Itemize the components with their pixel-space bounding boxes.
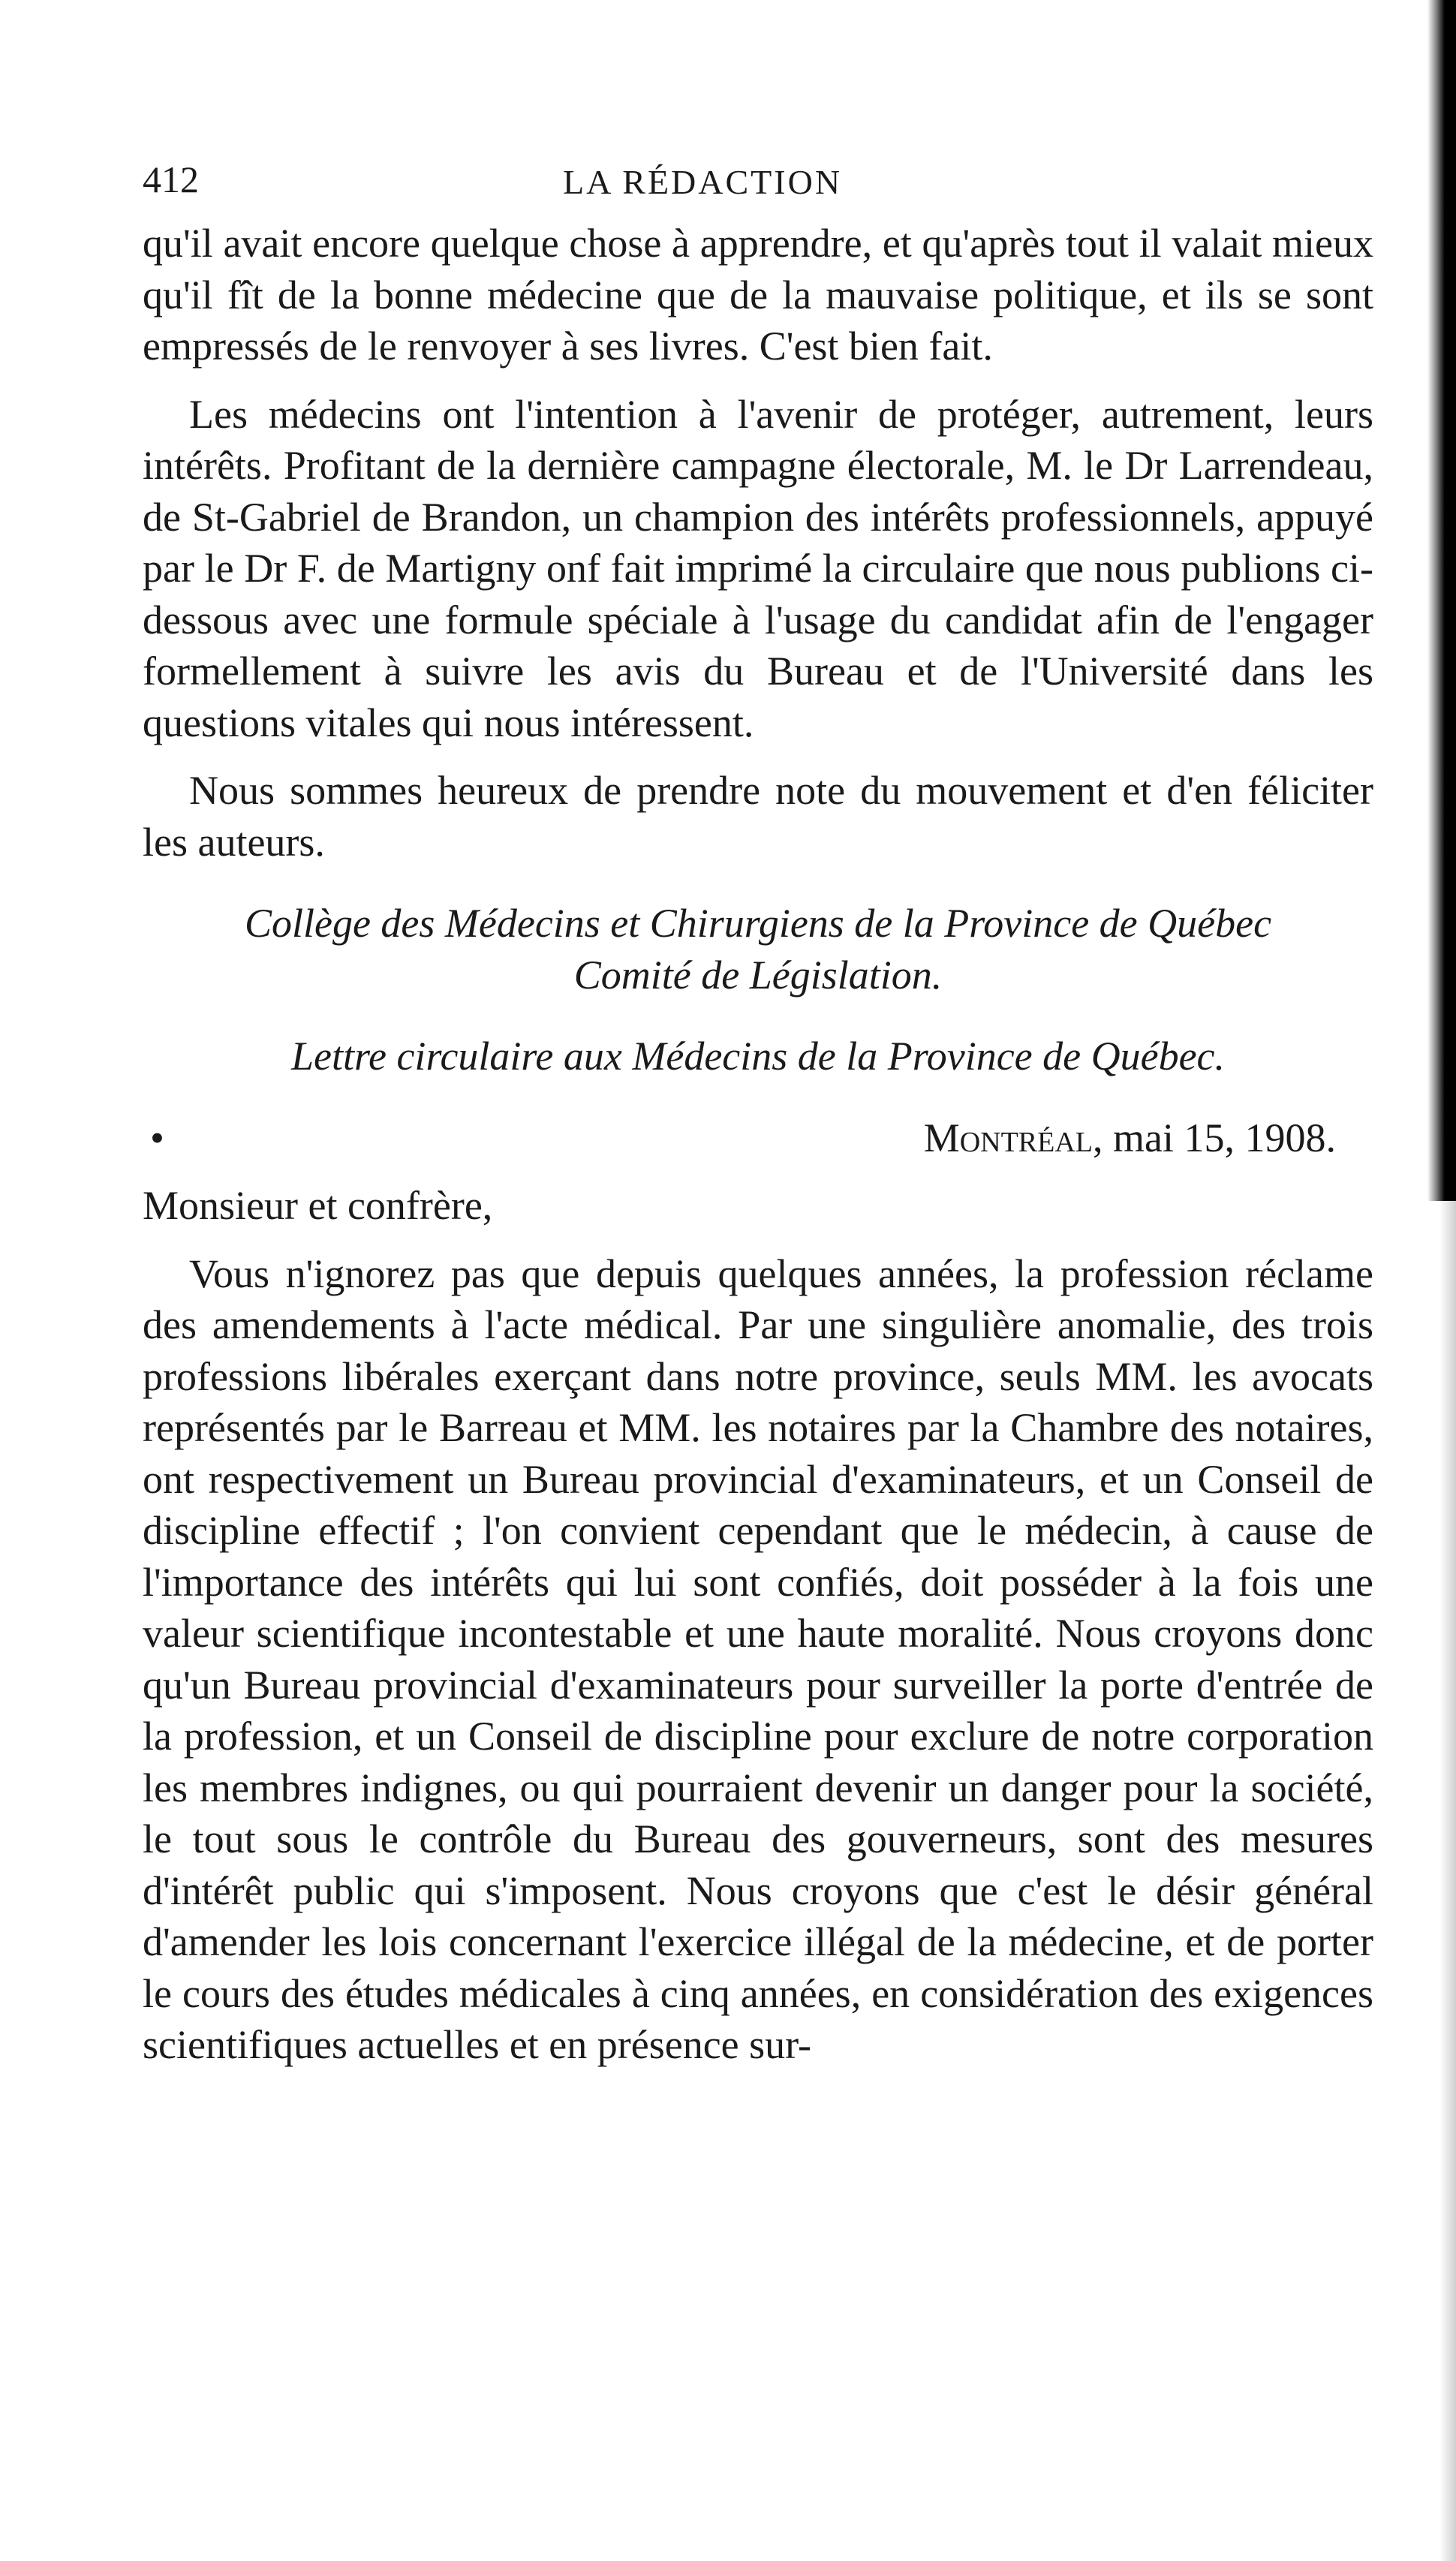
circular-heading-committee: Comité de Législation.: [573, 952, 943, 998]
running-header: [143, 143, 1373, 218]
paragraph: Nous sommes heureux de prendre note du mouvement et d'en féliciter les auteurs.: [143, 768, 1373, 865]
paragraph: Vous n'ignorez pas que depuis quelques années, la profession réclame des amendements à l'acte médical. Par une singulière anomalie, des trois professions libérales exerçant dans notre province, seuls MM. les avocats représentés par le Barreau et MM. les notaires par la Chambre des notaires, ont respectivement un Bureau provincial d'examinateurs, et un Conseil de discipline effectif ; l'on convient cependant que le médecin, à cause de l'importance des intérêts qui lui sont confiés, doit posséder à la fois une valeur scientifique incontestable et une haute moralité. Nous croyons donc qu'un Bureau provincial d'examinateurs pour surveiller la porte d'entrée de la profession, et un Conseil de discipline pour exclure de notre corporation les membres indignes, ou qui pourraient devenir un danger pour la société, le tout sous le contrôle du Bureau des gouverneurs, sont des mesures d'intérêt public qui s'imposent. Nous croyons que c'est le désir général d'amender les lois concernant l'exercice illégal de la médecine, et de porter le cours des études médicales à cinq années, en considération des exigences scientifiques actuelles et en présence sur-: [143, 1250, 1373, 2067]
circular-heading-college: Collège des Médecins et Chirurgiens de la Province de Québec: [244, 901, 1272, 946]
circular-title: Lettre circulaire aux Médecins de la Province de Québec.: [290, 1034, 1226, 1079]
page-number: 412: [143, 158, 199, 200]
paragraph: qu'il avait encore quelque chose à apprendre, et qu'après tout il valait mieux qu'il fît de la bonne médecine que de la mauvaise politique, et ils se sont empressés de le renvoyer à ses livres. C'est bien fait.: [143, 221, 1373, 369]
paragraph: Les médecins ont l'intention à l'avenir de protéger, autrement, leurs intérêts. Profitant de la dernière campagne électorale, M. le Dr Larrendeau, de St-Gabriel de Brandon, un champion des intérêts professionnels, appuyé par le Dr F. de Martigny onf fait imprimé la circulaire que nous publions ci-dessous avec une formule spéciale à l'usage du candidat afin de l'engager formellement à suivre les avis du Bureau et de l'Université dans les questions vitales qui nous intéressent.: [143, 391, 1373, 745]
date-city: Montréal,: [923, 1115, 1103, 1160]
salutation: Monsieur et confrère,: [143, 1183, 493, 1228]
date-line: [143, 1112, 1373, 1164]
date-value: mai 15, 1908.: [1103, 1115, 1336, 1160]
running-title: LA RÉDACTION: [563, 163, 843, 201]
bullet-mark: •: [150, 1115, 164, 1160]
body-text: [143, 218, 1373, 2071]
book-binding-edge: [1427, 0, 1456, 1201]
page-edge-shadow: [1439, 1201, 1456, 2561]
date-text: [924, 1112, 1336, 1164]
document-page: [143, 143, 1373, 2071]
